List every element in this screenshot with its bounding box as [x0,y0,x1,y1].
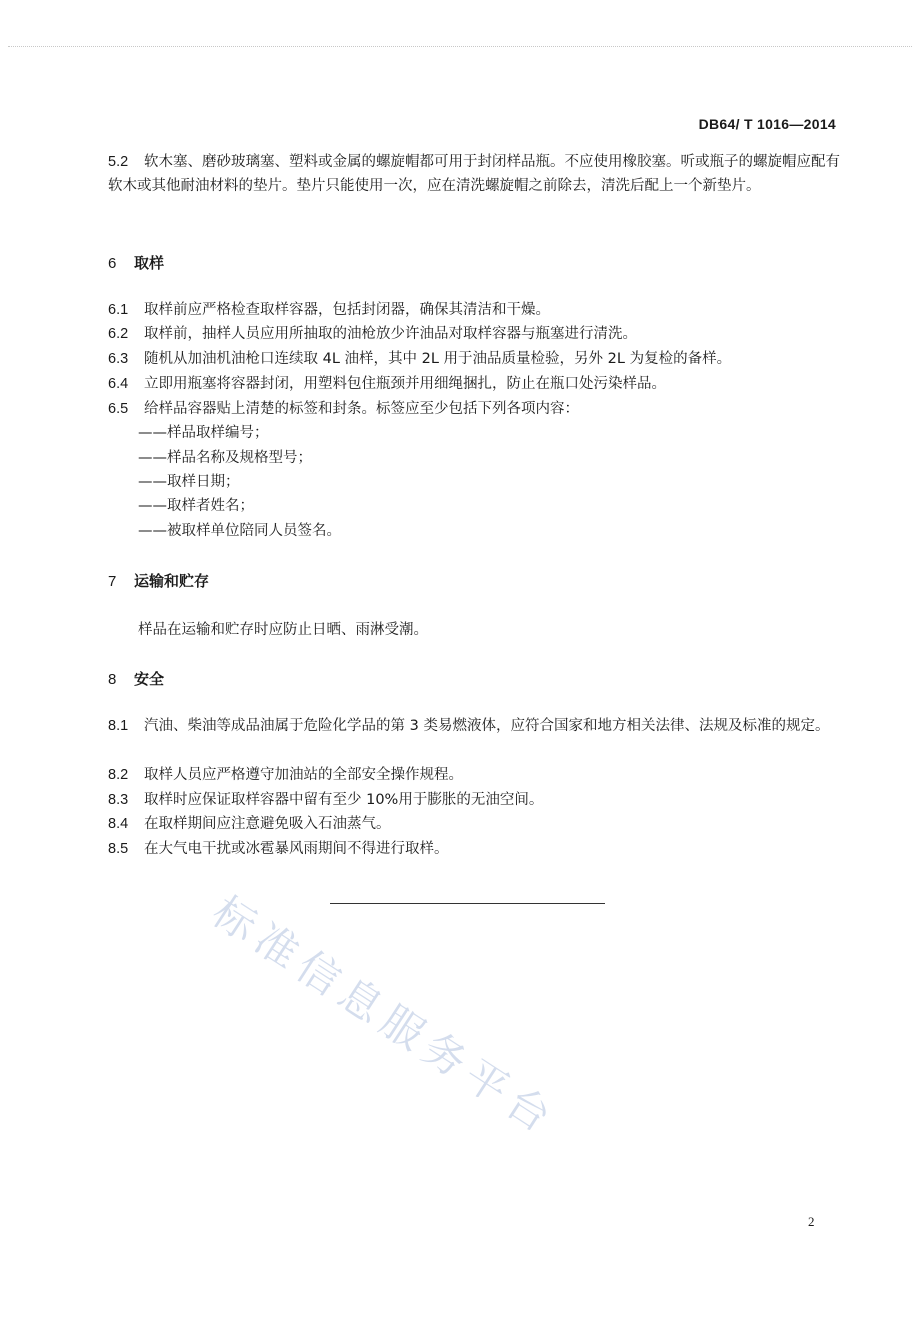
clause-number: 6.2 [108,326,129,342]
end-divider [330,903,605,904]
clause-text: 汽油、柴油等成品油属于危险化学品的第 3 类易燃液体，应符合国家和地方相关法律、法规及标准的规定。 [144,718,830,734]
section-number: 7 [108,573,117,590]
watermark: 标准信息服务平台 [203,886,567,1146]
section-number: 6 [108,255,117,272]
label-item: ——被取样单位陪同人员签名。 [138,523,341,539]
clause-text: 随机从加油机油枪口连续取 4L 油样，其中 2L 用于油品质量检验，另外 2L 为复检的备样。 [144,351,732,367]
clause-6-5 [108,397,840,421]
clause-6-2 [108,322,840,346]
clause-8-4 [108,812,840,836]
label-item: ——取样者姓名； [138,498,254,514]
document-code: DB64/ T 1016—2014 [698,116,836,132]
clause-6-4 [108,372,840,396]
clause-number: 8.4 [108,816,129,832]
clause-number: 6.1 [108,302,129,318]
section-title: 安全 [134,670,165,688]
section-title: 取样 [134,254,165,272]
section-7-text: 样品在运输和贮存时应防止日晒、雨淋受潮。 [138,622,428,638]
label-item: ——取样日期； [138,474,240,490]
clause-8-5 [108,837,840,861]
clause-text: 取样人员应严格遵守加油站的全部安全操作规程。 [144,767,463,783]
clause-number: 6.4 [108,376,129,392]
clause-text: 取样前应严格检查取样容器，包括封闭器，确保其清洁和干燥。 [144,302,550,318]
clause-8-3 [108,788,840,812]
clause-text: 给样品容器贴上清楚的标签和封条。标签应至少包括下列各项内容： [144,401,579,417]
page-number: 2 [808,1214,815,1229]
clause-text: 软木塞、磨砂玻璃塞、塑料或金属的螺旋帽都可用于封闭样品瓶。不应使用橡胶塞。听或瓶子的螺旋帽应配有软木或其他耐油材料的垫片。垫片只能使用一次，应在清洗螺旋帽之前除去，清洗后配上一个新垫片。 [108,154,840,194]
section-number: 8 [108,671,117,688]
section-8-heading [108,668,164,689]
clause-text: 在取样期间应注意避免吸入石油蒸气。 [144,816,391,832]
label-item: ——样品取样编号； [138,425,269,441]
label-item: ——样品名称及规格型号； [138,450,312,466]
clause-text: 取样前，抽样人员应用所抽取的油枪放少许油品对取样容器与瓶塞进行清洗。 [144,326,637,342]
clause-8-2 [108,763,840,787]
clause-number: 6.5 [108,401,129,417]
clause-number: 5.2 [108,154,129,170]
clause-6-1 [108,298,840,322]
section-title: 运输和贮存 [134,572,210,590]
clause-text: 取样时应保证取样容器中留有至少 10%用于膨胀的无油空间。 [144,792,544,808]
clause-number: 8.5 [108,841,129,857]
clause-text: 在大气电干扰或冰雹暴风雨期间不得进行取样。 [144,841,449,857]
clause-6-3 [108,347,840,371]
clause-8-1 [108,714,840,738]
section-6-heading [108,252,164,273]
top-divider [8,46,912,47]
section-7-heading [108,570,209,591]
clause-number: 6.3 [108,351,129,367]
clause-number: 8.2 [108,767,129,783]
clause-number: 8.1 [108,718,129,734]
clause-number: 8.3 [108,792,129,808]
clause-5-2 [108,150,840,198]
clause-text: 立即用瓶塞将容器封闭，用塑料包住瓶颈并用细绳捆扎，防止在瓶口处污染样品。 [144,376,666,392]
